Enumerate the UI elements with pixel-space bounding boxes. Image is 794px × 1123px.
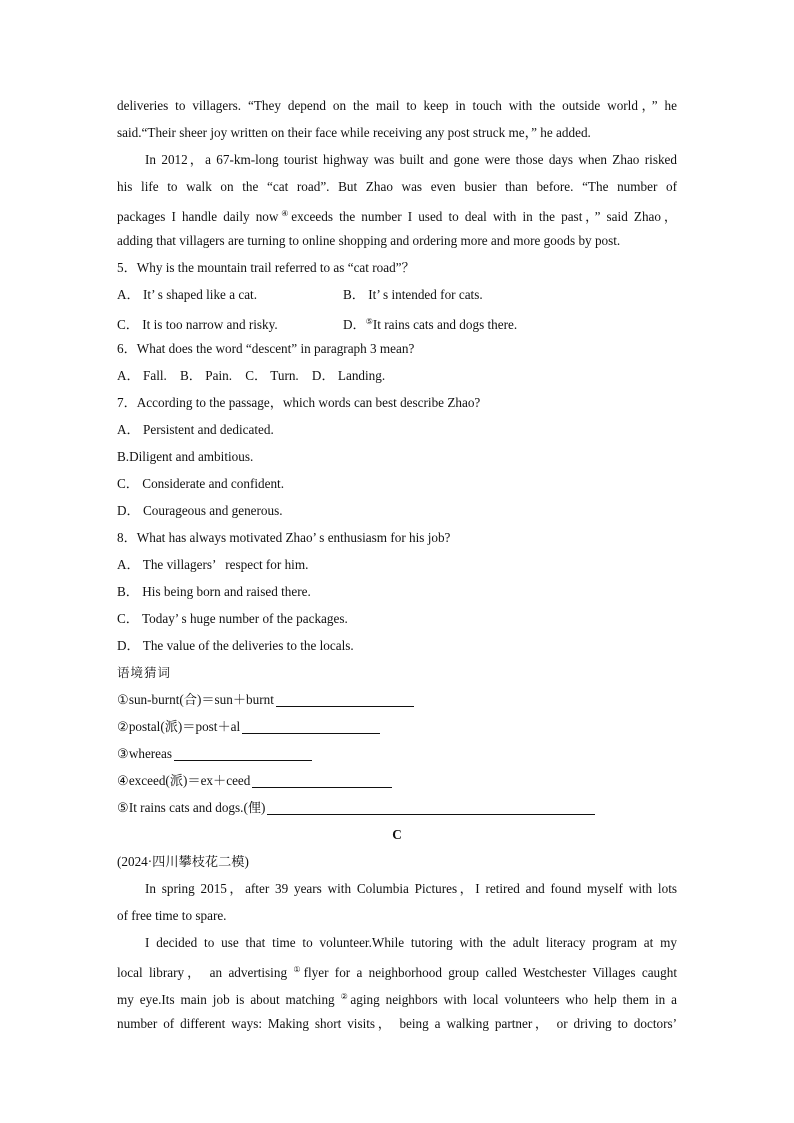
vocab-item (117, 713, 677, 740)
text-span: my eye.Its main job is about matching (117, 992, 341, 1007)
vocab-text: ②postal(派)＝post＋al (117, 719, 241, 734)
answer-blank[interactable] (242, 719, 380, 734)
passage-b-line: adding that villagers are turning to online shopping and ordering more and more goods by post. (117, 233, 621, 248)
passage-c-line (117, 983, 677, 1010)
vocab-item (117, 740, 677, 767)
question-stem: 8．What has always motivated Zhao’ s enthusiasm for his job? (117, 530, 451, 545)
source-note: (2024·四川攀枝花二模) (117, 854, 249, 869)
vocab-text: ③whereas (117, 746, 173, 761)
passage-b-line: deliveries to villagers. “They depend on the mail to keep in touch with the outside world，” he (117, 98, 677, 113)
option: B． His being born and raised there. (117, 584, 311, 599)
option: B.Diligent and ambitious. (117, 449, 254, 464)
vocab-item (117, 686, 677, 713)
option-b: B． It’ s intended for cats. (343, 287, 483, 302)
text-span: aging neighbors with local volunteers who help them in a (350, 992, 677, 1007)
vocab-heading: 语境猜词 (117, 665, 172, 680)
answer-blank[interactable] (252, 773, 392, 788)
option-letter: D． (343, 317, 366, 332)
passage-b-line: his life to walk on the “cat road”. But Zhao was even busier than before. “The number of (117, 179, 677, 194)
passage-c-line (117, 956, 677, 983)
vocab-text: ①sun-burnt(合)＝sun＋burnt (117, 692, 274, 707)
option-row: A． Fall. B． Pain. C． Turn. D． Landing. (117, 368, 386, 383)
question-stem: 5．Why is the mountain trail referred to as “cat road”？ (117, 260, 415, 275)
option: C． Today’ s huge number of the packages. (117, 611, 348, 626)
answer-blank[interactable] (276, 692, 414, 707)
text-span: flyer for a neighborhood group called Westchester Villages caught (303, 965, 678, 980)
section-label: C (392, 827, 402, 842)
answer-blank[interactable] (267, 800, 595, 815)
option: D． The value of the deliveries to the locals. (117, 638, 354, 653)
passage-b-line: In 2012，a 67-km-long tourist highway was built and gone were those days when Zhao risked (145, 152, 677, 167)
footnote-mark: ⑤ (365, 317, 373, 326)
option-row (117, 308, 677, 335)
vocab-item (117, 794, 677, 821)
footnote-mark: ④ (278, 209, 292, 218)
answer-blank[interactable] (174, 746, 312, 761)
option-a: A． It’ s shaped like a cat. (117, 287, 258, 302)
text-span: local library， an advertising (117, 965, 294, 980)
question-stem: 6．What does the word “descent” in paragraph 3 mean? (117, 341, 415, 356)
passage-c-line: of free time to spare. (117, 908, 227, 923)
document-page (117, 92, 677, 1037)
vocab-item (117, 767, 677, 794)
option: A． Persistent and dedicated. (117, 422, 274, 437)
option-c: C． It is too narrow and risky. (117, 317, 278, 332)
passage-b-line (117, 200, 677, 227)
option: D． Courageous and generous. (117, 503, 283, 518)
option-text: It rains cats and dogs there. (372, 317, 518, 332)
text-span: packages I handle daily now (117, 209, 279, 224)
option: A． The villagers’ respect for him. (117, 557, 309, 572)
passage-c-line: number of different ways: Making short visits， being a walking partner， or driving to doctors’ (117, 1016, 677, 1031)
text-span: exceeds the number I used to deal with in the past，” said Zhao， (291, 209, 678, 224)
passage-c-line: I decided to use that time to volunteer.While tutoring with the adult literacy program at my (145, 935, 677, 950)
vocab-text: ④exceed(派)＝ex＋ceed (117, 773, 251, 788)
passage-b-line: said.“Their sheer joy written on their face while receiving any post struck me，” he added. (117, 125, 591, 140)
footnote-mark: ② (340, 992, 351, 1001)
option-d (343, 317, 517, 332)
vocab-text: ⑤It rains cats and dogs.(俚) (117, 800, 266, 815)
passage-c-line: In spring 2015，after 39 years with Columbia Pictures，I retired and found myself with lots (145, 881, 677, 896)
option: C． Considerate and confident. (117, 476, 285, 491)
option-row (117, 281, 677, 308)
footnote-mark: ① (293, 965, 304, 974)
question-stem: 7．According to the passage，which words can best describe Zhao? (117, 395, 481, 410)
